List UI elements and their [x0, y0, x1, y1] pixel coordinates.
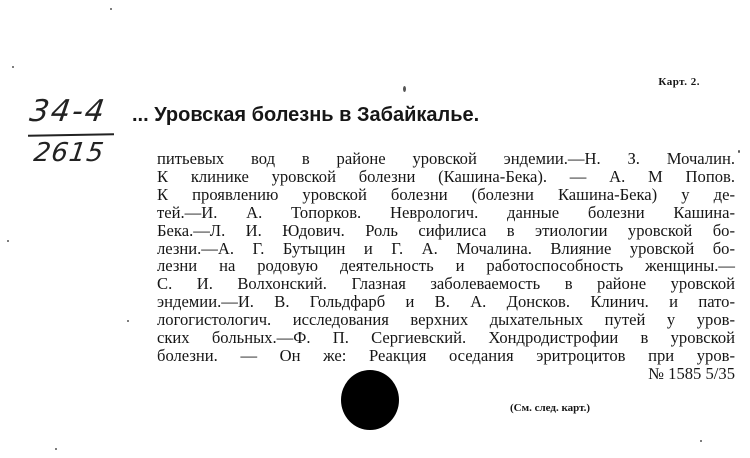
- scan-speck: [12, 66, 14, 68]
- scan-speck: [7, 240, 9, 242]
- scan-speck: [403, 86, 406, 92]
- scan-speck: [127, 320, 129, 322]
- body-line: К клинике уровской болезни (Кашина-Бека). — А. М Попов.: [157, 166, 735, 186]
- punch-hole: [341, 370, 399, 430]
- body-line: лезни на родовую деятельность и работоспособность женщины.—: [157, 256, 735, 276]
- catalog-number: № 1585 5/35: [648, 363, 735, 383]
- continued-note: (См. след. карт.): [510, 402, 591, 414]
- scan-speck: [700, 440, 702, 442]
- handwritten-shelf-mark: 34-4: [27, 94, 109, 129]
- body-line: эндемии.—И. В. Гольдфарб и В. А. Донсков. Клинич. и пато-: [157, 292, 735, 312]
- body-line: болезни. — Он же: Реакция оседания эритроцитов при уров-: [157, 345, 735, 365]
- card-heading: ... Уровская болезнь в Забайкалье.: [132, 104, 480, 126]
- body-line: ских больных.—Ф. П. Сергиевский. Хондродистрофии в уровской: [157, 328, 735, 348]
- body-line: тей.—И. А. Топорков. Неврологич. данные болезни Кашина-: [157, 202, 735, 222]
- handwritten-divider: [28, 133, 114, 137]
- body-line: К проявлению уровской болезни (болезни Кашина-Бека) у де-: [157, 184, 735, 204]
- scan-speck: [738, 150, 740, 153]
- scan-speck: [110, 8, 112, 10]
- body-line: С. И. Волхонский. Глазная заболеваемость в районе уровской: [157, 274, 735, 294]
- body-line: логогистологич. исследования верхних дыхательных путей у уров-: [157, 310, 735, 330]
- card-number-label: Карт. 2.: [658, 76, 700, 88]
- card-body: [157, 150, 735, 383]
- body-line: Бека.—Л. И. Юдович. Роль сифилиса в этиологии уровской бо-: [157, 220, 735, 240]
- scan-speck: [55, 448, 57, 450]
- body-line: лезни.—А. Г. Бутыцин и Г. А. Мочалина. Влияние уровской бо-: [157, 238, 735, 258]
- handwritten-inventory-number: 2615: [31, 138, 107, 168]
- body-line: питьевых вод в районе уровской эндемии.—Н. З. Мочалин.: [157, 149, 735, 168]
